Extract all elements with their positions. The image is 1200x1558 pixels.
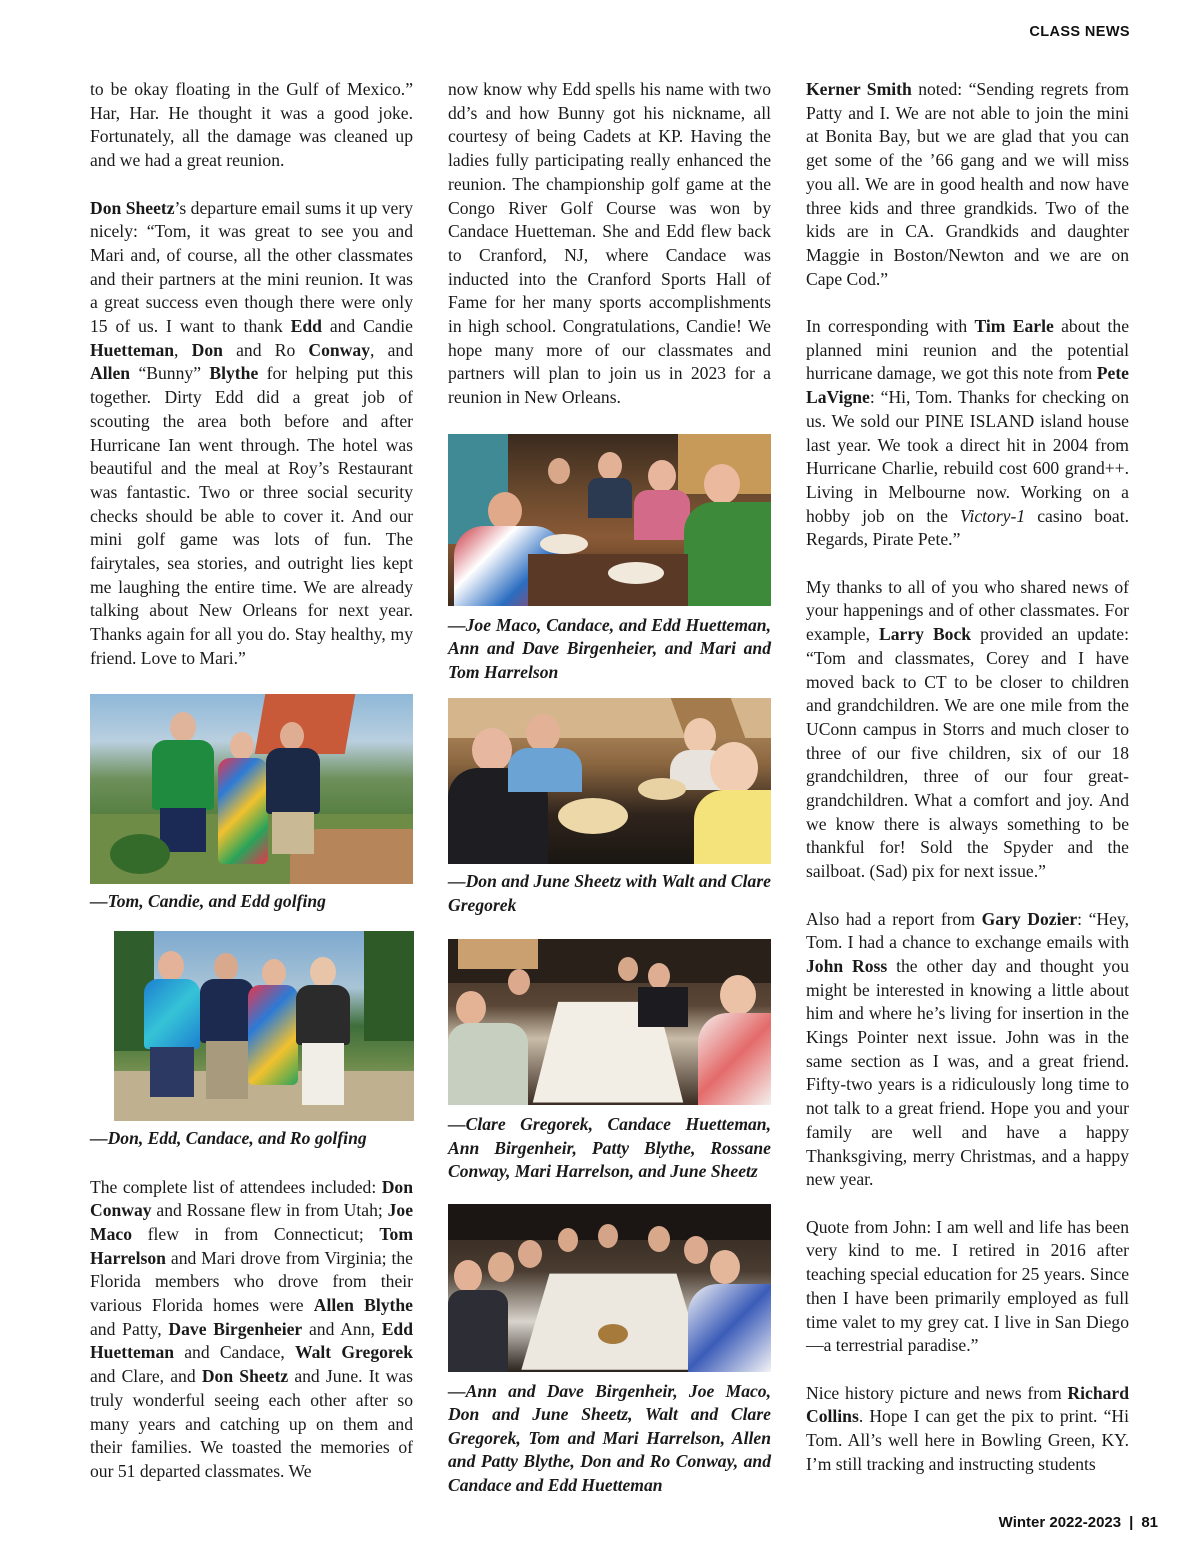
boat-name: Victory-1 <box>960 505 1026 526</box>
classmate-name: Tim Earle <box>974 316 1054 337</box>
classmate-name: Tom Harrelson <box>90 1223 413 1268</box>
page-footer <box>999 1514 1158 1531</box>
classmate-name: Allen <box>90 363 131 384</box>
photo-caption: —Tom, Candie, and Edd golfing <box>90 890 326 911</box>
col3-paragraph-1: Kerner Smith noted: “Sending regrets from Patty and I. We are not able to join the mini at Bonita Bay, but we are glad that you can get some of the ’66 gang and we will miss you all. We are in good health and now have three kids and three grandkids. Two of the kids are in CA. Grandkids and daughter Maggie in Boston/Newton and we are on Cape Cod.” <box>806 79 1129 289</box>
classmate-name: Pete LaVigne <box>806 363 1129 408</box>
page-number: 81 <box>1141 1514 1158 1531</box>
classmate-name: Blythe <box>209 363 259 384</box>
photo-group-dinner <box>448 1204 771 1372</box>
section-header: CLASS NEWS <box>1029 24 1130 40</box>
footer-separator: | <box>1129 1514 1134 1531</box>
photo-golfing-trio <box>90 694 413 884</box>
classmate-name: Richard Collins <box>806 1382 1129 1427</box>
photo-restaurant-table-1 <box>448 434 771 606</box>
col1-paragraph-2: Don Sheetz’s departure email sums it up very nicely: “Tom, it was great to see you and Mari and, of course, all the other classmates and their partners at the mini reunion. It was a great success even though there were only 15 of us. I want to thank Edd and Candie Huetteman, Don and Ro Conway, and Allen “Bunny” Blythe for helping put this together. Dirty Edd did a great job of scouting the area both before and after Hurricane Ian went through. The hotel was beautiful and the meal at Roy’s Restaurant was fantastic. Two or three social security checks should be able to cover it. And our mini golf game was lots of fun. The fairytales, sea stories, and outright lies kept me laughing the entire time. We are already talking about New Orleans for next year. Thanks again for all you do. Stay healthy, my friend. Love to Mari.” <box>90 197 413 668</box>
classmate-name: Larry Bock <box>879 624 972 645</box>
col3-paragraph-3: My thanks to all of you who shared news of your happenings and of other classmates. For example, Larry Bock provided an update: “Tom and classmates, Corey and I have moved back to CT to be closer to children and grandchildren. We are one mile from the UConn campus in Storrs and much closer to three of our five children, six of our 18 grandchildren, three of our four great-grandchildren. What a comfort and joy. And we know there is always something to be thankful for! Sold the Spyder and the sailboat. (Sad) pix for next issue.” <box>806 576 1129 882</box>
classmate-name: Conway <box>308 339 371 360</box>
photo-ladies-dinner <box>448 939 771 1105</box>
classmate-name: Edd <box>290 316 322 337</box>
col1-paragraph-3: The complete list of attendees included: Don Conway and Rossane flew in from Utah; Joe Maco flew in from Connecticut; Tom Harrelson and Mari drove from Virginia; the Florida members who drove from their various Florida homes were Allen Blythe and Patty, Dave Birgenheier and Ann, Edd Huetteman and Candace, Walt Gregorek and Clare, and Don Sheetz and June. It was truly wonderful seeing each other after so many years and catching up on them and their families. We toasted the memories of our 51 departed classmates. We <box>90 1176 414 1481</box>
photo-golfing-foursome <box>114 931 414 1121</box>
column-1 <box>90 78 413 1484</box>
classmate-name: Edd Huetteman <box>90 1318 413 1363</box>
col3-paragraph-2: In corresponding with Tim Earle about the planned mini reunion and the potential hurricane damage, we got this note from Pete LaVigne: “Hi, Tom. Thanks for checking on us. We sold our PINE ISLAND island house last year. We took a direct hit in 2004 from Hurricane Charlie, rebuild cost 600 grand++. Living in Melbourne now. Working on a hobby job on the Victory-1 casino boat. Regards, Pirate Pete.” <box>806 316 1129 550</box>
photo-caption: —Joe Maco, Candace, and Edd Huetteman, Ann and Dave Birgenheier, and Mari and Tom Harrelson <box>448 614 771 682</box>
classmate-name: Kerner Smith <box>806 79 912 99</box>
classmate-name: Don Sheetz <box>201 1366 289 1387</box>
classmate-name: John Ross <box>806 955 888 976</box>
col3-paragraph-5: Quote from John: I am well and life has been very kind to me. I retired in 2016 after teaching special education for 25 years. Since then I have been primarily employed as full time valet to my grey cat. I live in San Diego—a terrestrial paradise.” <box>806 1216 1129 1356</box>
photo-caption: —Don and June Sheetz with Walt and Clare Gregorek <box>448 871 771 915</box>
classmate-name: Dave Birgenheier <box>168 1318 303 1339</box>
col1-paragraph-1: to be okay floating in the Gulf of Mexico.” Har, Har. He thought it was a good joke. Fortunately, all the damage was cleaned up and we had a great reunion. <box>90 79 413 171</box>
column-3 <box>806 78 1129 1476</box>
column-2 <box>448 78 771 1497</box>
classmate-name: Gary Dozier <box>981 908 1078 929</box>
photo-caption: —Clare Gregorek, Candace Huetteman, Ann Birgenheir, Patty Blythe, Rossane Conway, Mari Harrelson, and June Sheetz <box>448 1114 771 1182</box>
col3-paragraph-6: Nice history picture and news from Richard Collins. Hope I can get the pix to print. “Hi Tom. All’s well here in Bowling Green, KY. I’m still tracking and instructing students <box>806 1382 1129 1474</box>
issue-label: Winter 2022-2023 <box>998 1514 1122 1531</box>
photo-restaurant-table-2 <box>448 698 771 864</box>
col3-paragraph-4: Also had a report from Gary Dozier: “Hey, Tom. I had a chance to exchange emails with John Ross the other day and thought you might be interested in knowing a little about him and where he’s living for insertion in the Kings Pointer next issue. John was in the same section as I was, and a great friend. Fifty-two years is a ridiculously long time to not talk to a great friend. Hope you and your family are well and have a happy Thanksgiving, merry Christmas, and a happy new year. <box>806 908 1129 1190</box>
classmate-name: Joe Maco <box>90 1200 413 1244</box>
classmate-name: Don Conway <box>90 1176 413 1221</box>
classmate-name: Don Sheetz <box>90 197 175 218</box>
classmate-name: Allen Blythe <box>313 1295 413 1316</box>
photo-caption: —Ann and Dave Birgenheir, Joe Maco, Don and June Sheetz, Walt and Clare Gregorek, Tom and Mari Harrelson, Allen and Patty Blythe, Don and Ro Conway, and Candace and Edd Huetteman <box>448 1380 771 1495</box>
photo-caption: —Don, Edd, Candace, and Ro golfing <box>90 1128 367 1149</box>
classmate-name: Huetteman <box>90 339 175 360</box>
classmate-name: Don <box>191 339 223 360</box>
classmate-name: Walt Gregorek <box>294 1342 414 1363</box>
col2-paragraph-1: now know why Edd spells his name with two dd’s and how Bunny got his nickname, all courtesy of being Cadets at KP. Having the ladies fully participating really enhanced the reunion. The championship golf game at the Congo River Golf Course was won by Candace Huetteman. She and Edd flew back to Cranford, NJ, where Candace was inducted into the Cranford Sports Hall of Fame for her many sports accomplishments in high school. Congratulations, Candie! We hope many more of our classmates and partners will plan to join us in 2023 for a reunion in New Orleans. <box>448 79 771 408</box>
